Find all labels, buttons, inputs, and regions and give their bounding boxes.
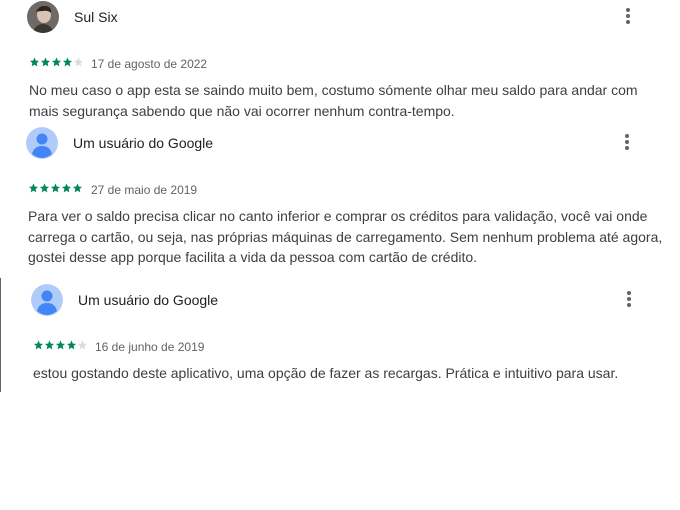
more-options-button[interactable] <box>615 130 639 154</box>
review-author-name: Sul Six <box>74 9 118 25</box>
more-vert-icon <box>617 287 641 311</box>
star-filled-icon <box>39 182 50 194</box>
star-filled-icon <box>55 339 66 351</box>
review-text: estou gostando deste aplicativo, uma opção de fazer as recargas. Prática e intuitivo para usar. <box>33 365 619 381</box>
review-author-name: Um usuário do Google <box>78 292 219 308</box>
more-options-button[interactable] <box>617 287 641 311</box>
review-date: 16 de junho de 2019 <box>95 340 205 354</box>
star-filled-icon <box>61 182 72 194</box>
star-filled-icon <box>29 56 40 68</box>
star-filled-icon <box>33 339 44 351</box>
rating-row <box>33 339 433 355</box>
review-2 <box>0 126 680 266</box>
review-1 <box>0 0 680 125</box>
more-vert-icon <box>616 4 640 28</box>
star-rating <box>29 56 84 70</box>
review-header <box>0 283 680 317</box>
more-vert-icon <box>615 130 639 154</box>
review-text: Para ver o saldo precisa clicar no canto inferior e comprar os créditos para validação, você vai onde carrega o cartão, ou seja, nas próprias máquinas de carregamento. Sem nenhum problema até agora, gostei desse app porque facilita a vida da pessoa com cartão de crédito. <box>28 208 663 265</box>
review-3 <box>0 283 680 393</box>
user-avatar-icon <box>31 284 63 316</box>
review-date: 27 de maio de 2019 <box>91 183 198 197</box>
review-header <box>0 0 680 34</box>
rating-row <box>28 182 428 198</box>
star-filled-icon <box>51 56 62 68</box>
review-text: No meu caso o app esta se saindo muito bem, costumo sómente olhar meu saldo para andar com mais segurança sabendo que não vai ocorrer nenhum contra-tempo. <box>29 82 638 119</box>
user-avatar-icon <box>26 127 58 159</box>
star-rating <box>28 182 83 196</box>
star-rating <box>33 339 88 353</box>
rating-row <box>29 56 429 72</box>
review-author-name: Um usuário do Google <box>73 135 214 151</box>
star-filled-icon <box>72 182 83 194</box>
user-photo-avatar[interactable] <box>27 1 59 33</box>
star-filled-icon <box>50 182 61 194</box>
star-filled-icon <box>44 339 55 351</box>
default-user-avatar[interactable] <box>26 127 58 159</box>
star-filled-icon <box>66 339 77 351</box>
review-date: 17 de agosto de 2022 <box>91 57 208 71</box>
star-empty-icon <box>73 56 84 68</box>
more-options-button[interactable] <box>616 4 640 28</box>
star-empty-icon <box>77 339 88 351</box>
review-header <box>0 126 680 160</box>
star-filled-icon <box>62 56 73 68</box>
default-user-avatar[interactable] <box>31 284 63 316</box>
star-filled-icon <box>40 56 51 68</box>
star-filled-icon <box>28 182 39 194</box>
